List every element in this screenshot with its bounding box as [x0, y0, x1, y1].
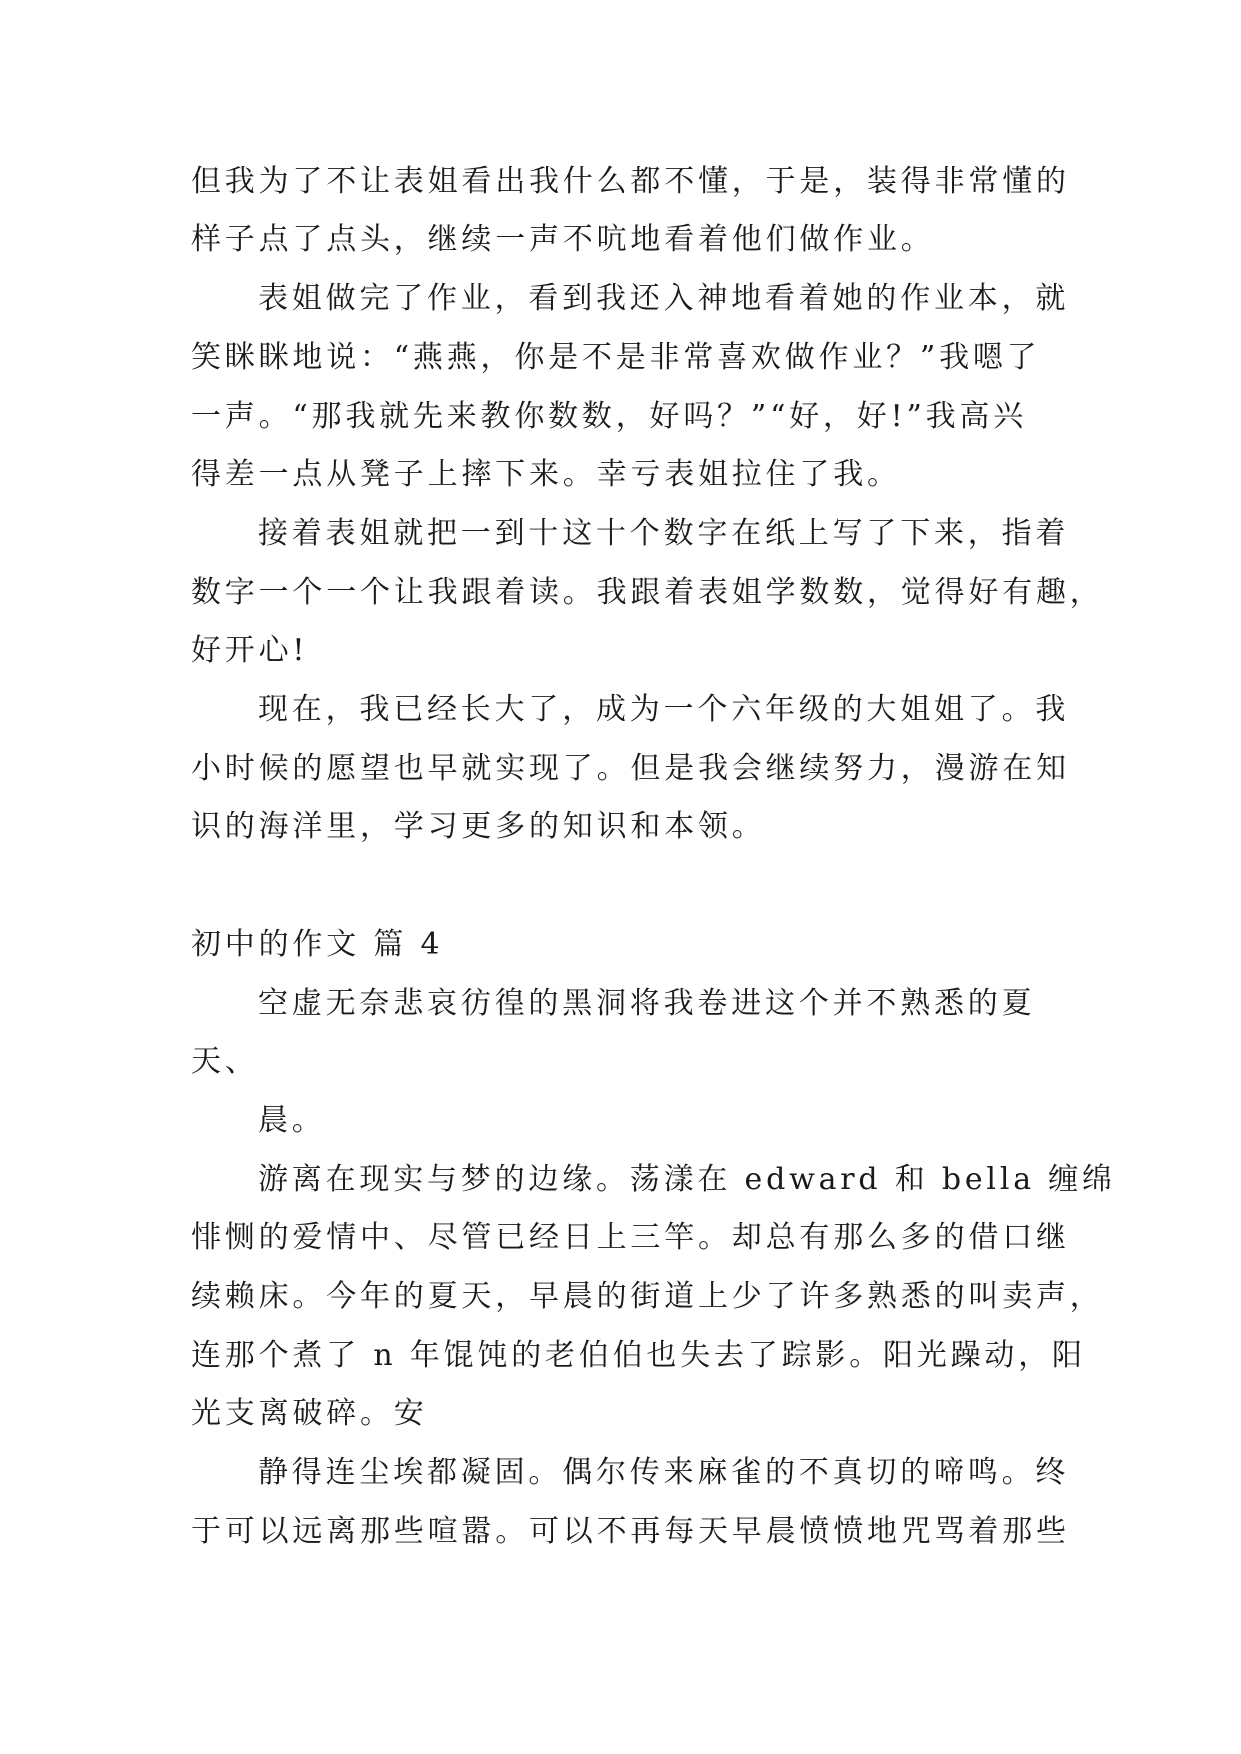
paragraph-start-line: 表姐做完了作业，看到我还入神地看着她的作业本，就 [258, 281, 1070, 316]
text-line: 数字一个一个让我跟着读。我跟着表姐学数数，觉得好有趣， [191, 575, 1104, 610]
text-line: 小时候的愿望也早就实现了。但是我会继续努力，漫游在知 [191, 751, 1070, 786]
paragraph-start-line: 晨。 [258, 1103, 326, 1138]
text-line: 连那个煮了 n 年馄饨的老伯伯也失去了踪影。阳光躁动，阳 [191, 1338, 1086, 1373]
text-line: 但我为了不让表姐看出我什么都不懂，于是，装得非常懂的 [191, 164, 1070, 199]
text-line: 天、 [191, 1044, 259, 1079]
text-line: 笑眯眯地说：“燕燕，你是不是非常喜欢做作业？”我嗯了 [191, 340, 1041, 375]
text-line: 续赖床。今年的夏天，早晨的街道上少了许多熟悉的叫卖声， [191, 1279, 1104, 1314]
text-line: 好开心! [191, 633, 309, 668]
section-heading: 初中的作文 篇 4 [191, 927, 444, 962]
paragraph-start-line: 静得连尘埃都凝固。偶尔传来麻雀的不真切的啼鸣。终 [258, 1455, 1070, 1490]
text-line: 识的海洋里，学习更多的知识和本领。 [191, 809, 766, 844]
text-line: 于可以远离那些喧嚣。可以不再每天早晨愤愤地咒骂着那些 [191, 1514, 1070, 1549]
text-line: 悱恻的爱情中、尽管已经日上三竿。却总有那么多的借口继 [191, 1220, 1070, 1255]
paragraph-start-line: 现在，我已经长大了，成为一个六年级的大姐姐了。我 [258, 692, 1070, 727]
text-line: 一声。“那我就先来教你数数，好吗？”“好，好!”我高兴 [191, 399, 1028, 434]
paragraph-start-line: 接着表姐就把一到十这十个数字在纸上写了下来，指着 [258, 516, 1070, 551]
text-line: 光支离破碎。安 [191, 1396, 428, 1431]
paragraph-start-line: 游离在现实与梦的边缘。荡漾在 edward 和 bella 缠绵 [258, 1162, 1116, 1197]
text-line: 得差一点从凳子上摔下来。幸亏表姐拉住了我。 [191, 457, 901, 492]
text-line: 样子点了点头，继续一声不吭地看着他们做作业。 [191, 222, 935, 257]
paragraph-start-line: 空虚无奈悲哀彷徨的黑洞将我卷进这个并不熟悉的夏 [258, 986, 1036, 1021]
